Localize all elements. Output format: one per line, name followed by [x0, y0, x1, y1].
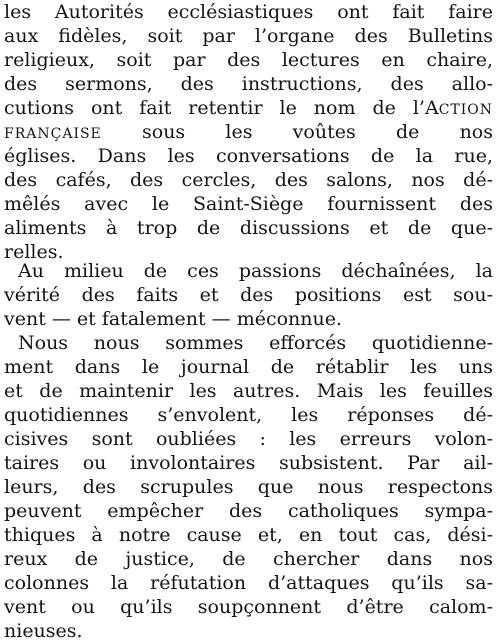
smallcaps-text: CTION [438, 102, 493, 118]
text-line: les Autorités ecclésiastiques ont fait faire [4, 1, 493, 23]
text-line: quotidiennes s’envolent, les réponses dé- [4, 404, 493, 426]
text-line: Au milieu de ces passions déchaînées, la [18, 260, 493, 282]
text-line: relles. [4, 241, 64, 263]
text-line: ment dans le journal de rétablir les uns [4, 356, 493, 378]
text-segment: cutions ont fait retentir le nom de l’A [4, 97, 439, 119]
text-line: aux fidèles, soit par l’organe des Bulletins [4, 25, 493, 47]
text-line: et de maintenir les autres. Mais les feuilles [4, 380, 493, 402]
text-line: leurs, des scrupules que nous respectons [4, 476, 493, 498]
paragraph-1 [4, 0, 493, 264]
text-line: nieuses. [4, 620, 83, 642]
text-line-with-smallcaps [4, 96, 493, 120]
text-line: peuvent empêcher des catholiques sympa- [4, 500, 493, 522]
text-line: colonnes la réfutation d’attaques qu’ils sa- [4, 572, 493, 594]
paragraph-2 [4, 259, 493, 331]
text-line: des cafés, des cercles, des salons, nos dé- [4, 169, 493, 191]
text-line: taires ou involontaires subsistent. Par ail- [4, 452, 493, 474]
text-line: des sermons, des instructions, des allo- [4, 73, 493, 95]
text-line: reux de justice, de chercher dans nos [4, 548, 493, 570]
text-line: vent — et fatalement — méconnue. [4, 308, 343, 330]
text-line: vérité des faits et des positions est sou- [4, 284, 493, 306]
text-line: religieux, soit par des lectures en chaire, [4, 49, 493, 71]
text-line: vent ou qu’ils soupçonnent d’être calom- [4, 596, 493, 618]
text-line: églises. Dans les conversations de la rue, [4, 145, 493, 167]
paragraph-3 [4, 331, 493, 643]
smallcaps-text: FRANÇAISE [4, 126, 102, 142]
text-line: mêlés avec le Saint-Siège fournissent des [4, 193, 493, 215]
text-line-with-smallcaps [4, 120, 493, 144]
text-line: aliments à trop de discussions et de que- [4, 217, 493, 239]
text-segment: sous les voûtes de nos [142, 121, 493, 143]
text-line: Nous nous sommes efforcés quotidienne- [18, 332, 493, 354]
text-line: thiques à notre cause et, en tout cas, dési- [4, 524, 493, 546]
text-line: cisives sont oubliées : les erreurs volon- [4, 428, 493, 450]
